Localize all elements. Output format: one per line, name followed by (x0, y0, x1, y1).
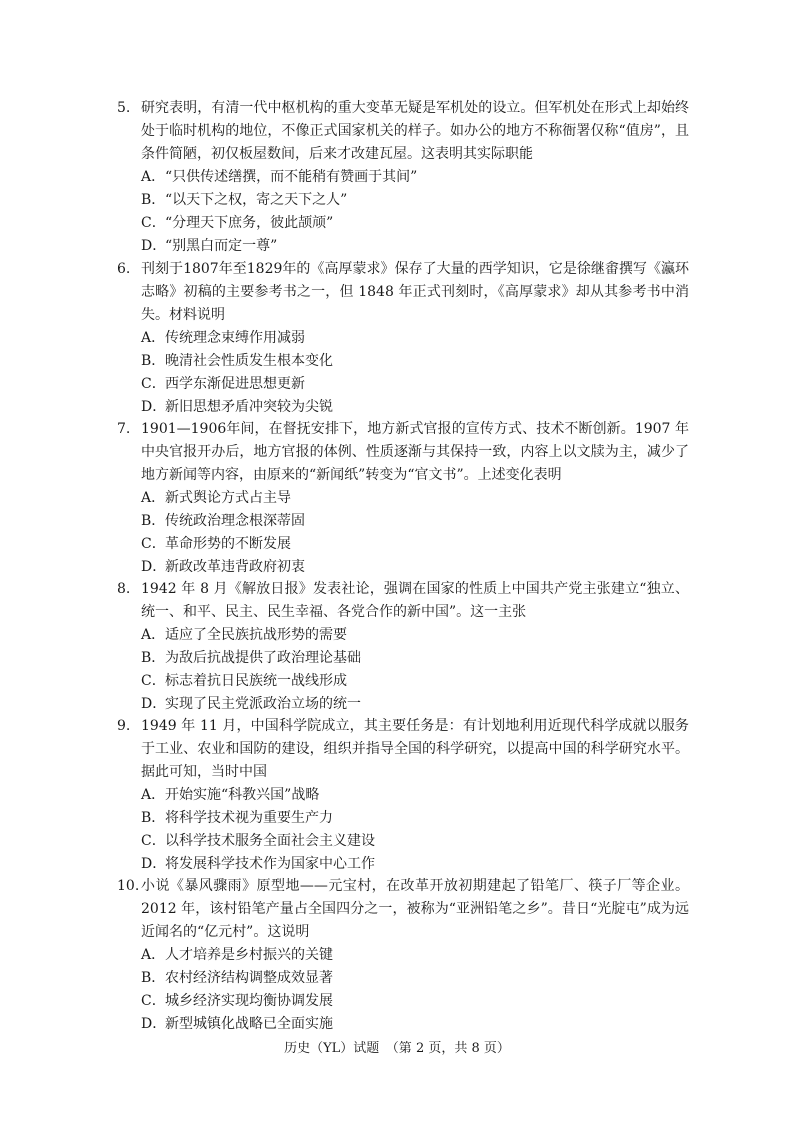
option-text: 实现了民主党派政治立场的统一 (165, 696, 361, 712)
question-8 (117, 578, 689, 716)
option-text: 开始实施“科教兴国”战略 (165, 787, 320, 803)
question-stem (117, 418, 689, 487)
option-letter: C． (141, 673, 166, 689)
option-letter: D． (141, 559, 167, 575)
options-list (117, 784, 689, 876)
option-a (141, 327, 689, 350)
option-c (141, 830, 689, 853)
option-text: 人才培养是乡村振兴的关键 (165, 947, 333, 963)
option-letter: A． (141, 787, 166, 803)
option-b (141, 189, 689, 212)
option-d (141, 853, 689, 876)
option-a (141, 944, 689, 967)
option-c (141, 212, 689, 235)
question-number: 6. (117, 261, 131, 277)
option-text: 新式舆论方式占主导 (165, 490, 291, 506)
option-letter: B． (141, 353, 166, 369)
question-stem (117, 715, 689, 784)
option-text: 将科学技术视为重要生产力 (165, 810, 333, 826)
option-letter: A． (141, 330, 166, 346)
option-text: “分理天下庶务，彼此颉颃” (165, 215, 334, 231)
option-letter: C． (141, 215, 166, 231)
option-b (141, 510, 689, 533)
option-letter: A． (141, 947, 166, 963)
question-7 (117, 418, 689, 579)
options-list (117, 327, 689, 419)
option-letter: C． (141, 833, 166, 849)
option-a (141, 624, 689, 647)
option-letter: D． (141, 856, 167, 872)
option-letter: D． (141, 1016, 167, 1032)
option-text: “只供传述缮撰，而不能稍有赞画于其间” (165, 169, 418, 185)
option-letter: D． (141, 238, 167, 254)
option-letter: B． (141, 513, 166, 529)
question-number: 5. (117, 100, 131, 116)
option-b (141, 647, 689, 670)
option-text: 新型城镇化战略已全面实施 (165, 1016, 333, 1032)
option-letter: C． (141, 376, 166, 392)
option-text: 农村经济结构调整成效显著 (165, 970, 333, 986)
option-d (141, 693, 689, 716)
options-list (117, 624, 689, 716)
option-letter: D． (141, 696, 167, 712)
option-text: 晚清社会性质发生根本变化 (165, 353, 333, 369)
option-letter: B． (141, 970, 166, 986)
options-list (117, 487, 689, 579)
option-a (141, 166, 689, 189)
option-letter: B． (141, 650, 166, 666)
option-d (141, 396, 689, 419)
option-text: 适应了全民族抗战形势的需要 (165, 627, 347, 643)
question-text: 小说《暴风骤雨》原型地——元宝村，在改革开放初期建起了铅笔厂、筷子厂等企业。2012 年，该村铅笔产量占全国四分之一，被称为“亚洲铅笔之乡”。昔日“光腚屯”成为远近闻名的“亿元村”。这说明 (141, 878, 689, 940)
question-stem (117, 97, 689, 166)
option-text: 将发展科学技术作为国家中心工作 (165, 856, 375, 872)
question-text: 1949 年 11 月，中国科学院成立，其主要任务是：有计划地利用近现代科学成就以服务于工业、农业和国防的建设，组织并指导全国的科学研究，以提高中国的科学研究水平。据此可知，当时中国 (141, 718, 689, 780)
option-letter: A． (141, 627, 166, 643)
question-6 (117, 258, 689, 419)
option-a (141, 487, 689, 510)
question-number: 8. (117, 581, 131, 597)
option-text: 城乡经济实现均衡协调发展 (165, 993, 333, 1009)
options-list (117, 166, 689, 258)
question-number: 10. (117, 878, 140, 894)
option-letter: D． (141, 399, 167, 415)
question-stem (117, 578, 689, 624)
option-text: 为敌后抗战提供了政治理论基础 (165, 650, 361, 666)
option-letter: C． (141, 536, 166, 552)
question-number: 7. (117, 421, 131, 437)
option-text: 传统理念束缚作用减弱 (165, 330, 305, 346)
option-text: 新旧思想矛盾冲突较为尖锐 (165, 399, 333, 415)
option-b (141, 967, 689, 990)
option-text: 革命形势的不断发展 (165, 536, 291, 552)
option-text: “别黑白而定一尊” (165, 238, 278, 254)
question-5 (117, 97, 689, 258)
question-number: 9. (117, 718, 131, 734)
option-text: “以天下之权，寄之天下之人” (165, 192, 348, 208)
option-c (141, 670, 689, 693)
question-text: 刊刻于1807年至1829年的《高厚蒙求》保存了大量的西学知识，它是徐继畬撰写《瀛环志略》初稿的主要参考书之一，但 1848 年正式刊刻时，《高厚蒙求》却从其参考书中消失。材料说明 (141, 261, 689, 323)
option-letter: B． (141, 192, 166, 208)
option-d (141, 235, 689, 258)
question-stem (117, 258, 689, 327)
option-letter: A． (141, 490, 166, 506)
option-text: 新政改革违背政府初衷 (165, 559, 305, 575)
page-footer: 历史（YL）试题 （第 2 页，共 8 页） (284, 1041, 510, 1056)
options-list (117, 944, 689, 1036)
question-text: 1901—1906年间，在督抚安排下，地方新式官报的宣传方式、技术不断创新。1907 年中央官报开办后，地方官报的体例、性质逐渐与其保持一致，内容上以文牍为主，减少了地方新闻等内容，由原来的“新闻纸”转变为“官文书”。上述变化表明 (141, 421, 689, 483)
question-text: 1942 年 8 月《解放日报》发表社论，强调在国家的性质上中国共产党主张建立“独立、统一、和平、民主、民生幸福、各党合作的新中国”。这一主张 (141, 581, 689, 620)
option-d (141, 1013, 689, 1036)
option-c (141, 990, 689, 1013)
option-letter: B． (141, 810, 166, 826)
option-b (141, 350, 689, 373)
option-d (141, 556, 689, 579)
option-a (141, 784, 689, 807)
question-text: 研究表明，有清一代中枢机构的重大变革无疑是军机处的设立。但军机处在形式上却始终处于临时机构的地位，不像正式国家机关的样子。如办公的地方不称衙署仅称“值房”，且条件简陋，初仅板屋数间，后来才改建瓦屋。这表明其实际职能 (141, 100, 689, 162)
option-letter: A． (141, 169, 166, 185)
option-text: 以科学技术服务全面社会主义建设 (165, 833, 375, 849)
option-c (141, 533, 689, 556)
option-text: 西学东渐促进思想更新 (165, 376, 305, 392)
option-text: 标志着抗日民族统一战线形成 (165, 673, 347, 689)
question-stem (117, 875, 689, 944)
question-10 (117, 875, 689, 1036)
option-c (141, 373, 689, 396)
question-9 (117, 715, 689, 876)
option-text: 传统政治理念根深蒂固 (165, 513, 305, 529)
option-letter: C． (141, 993, 166, 1009)
option-b (141, 807, 689, 830)
